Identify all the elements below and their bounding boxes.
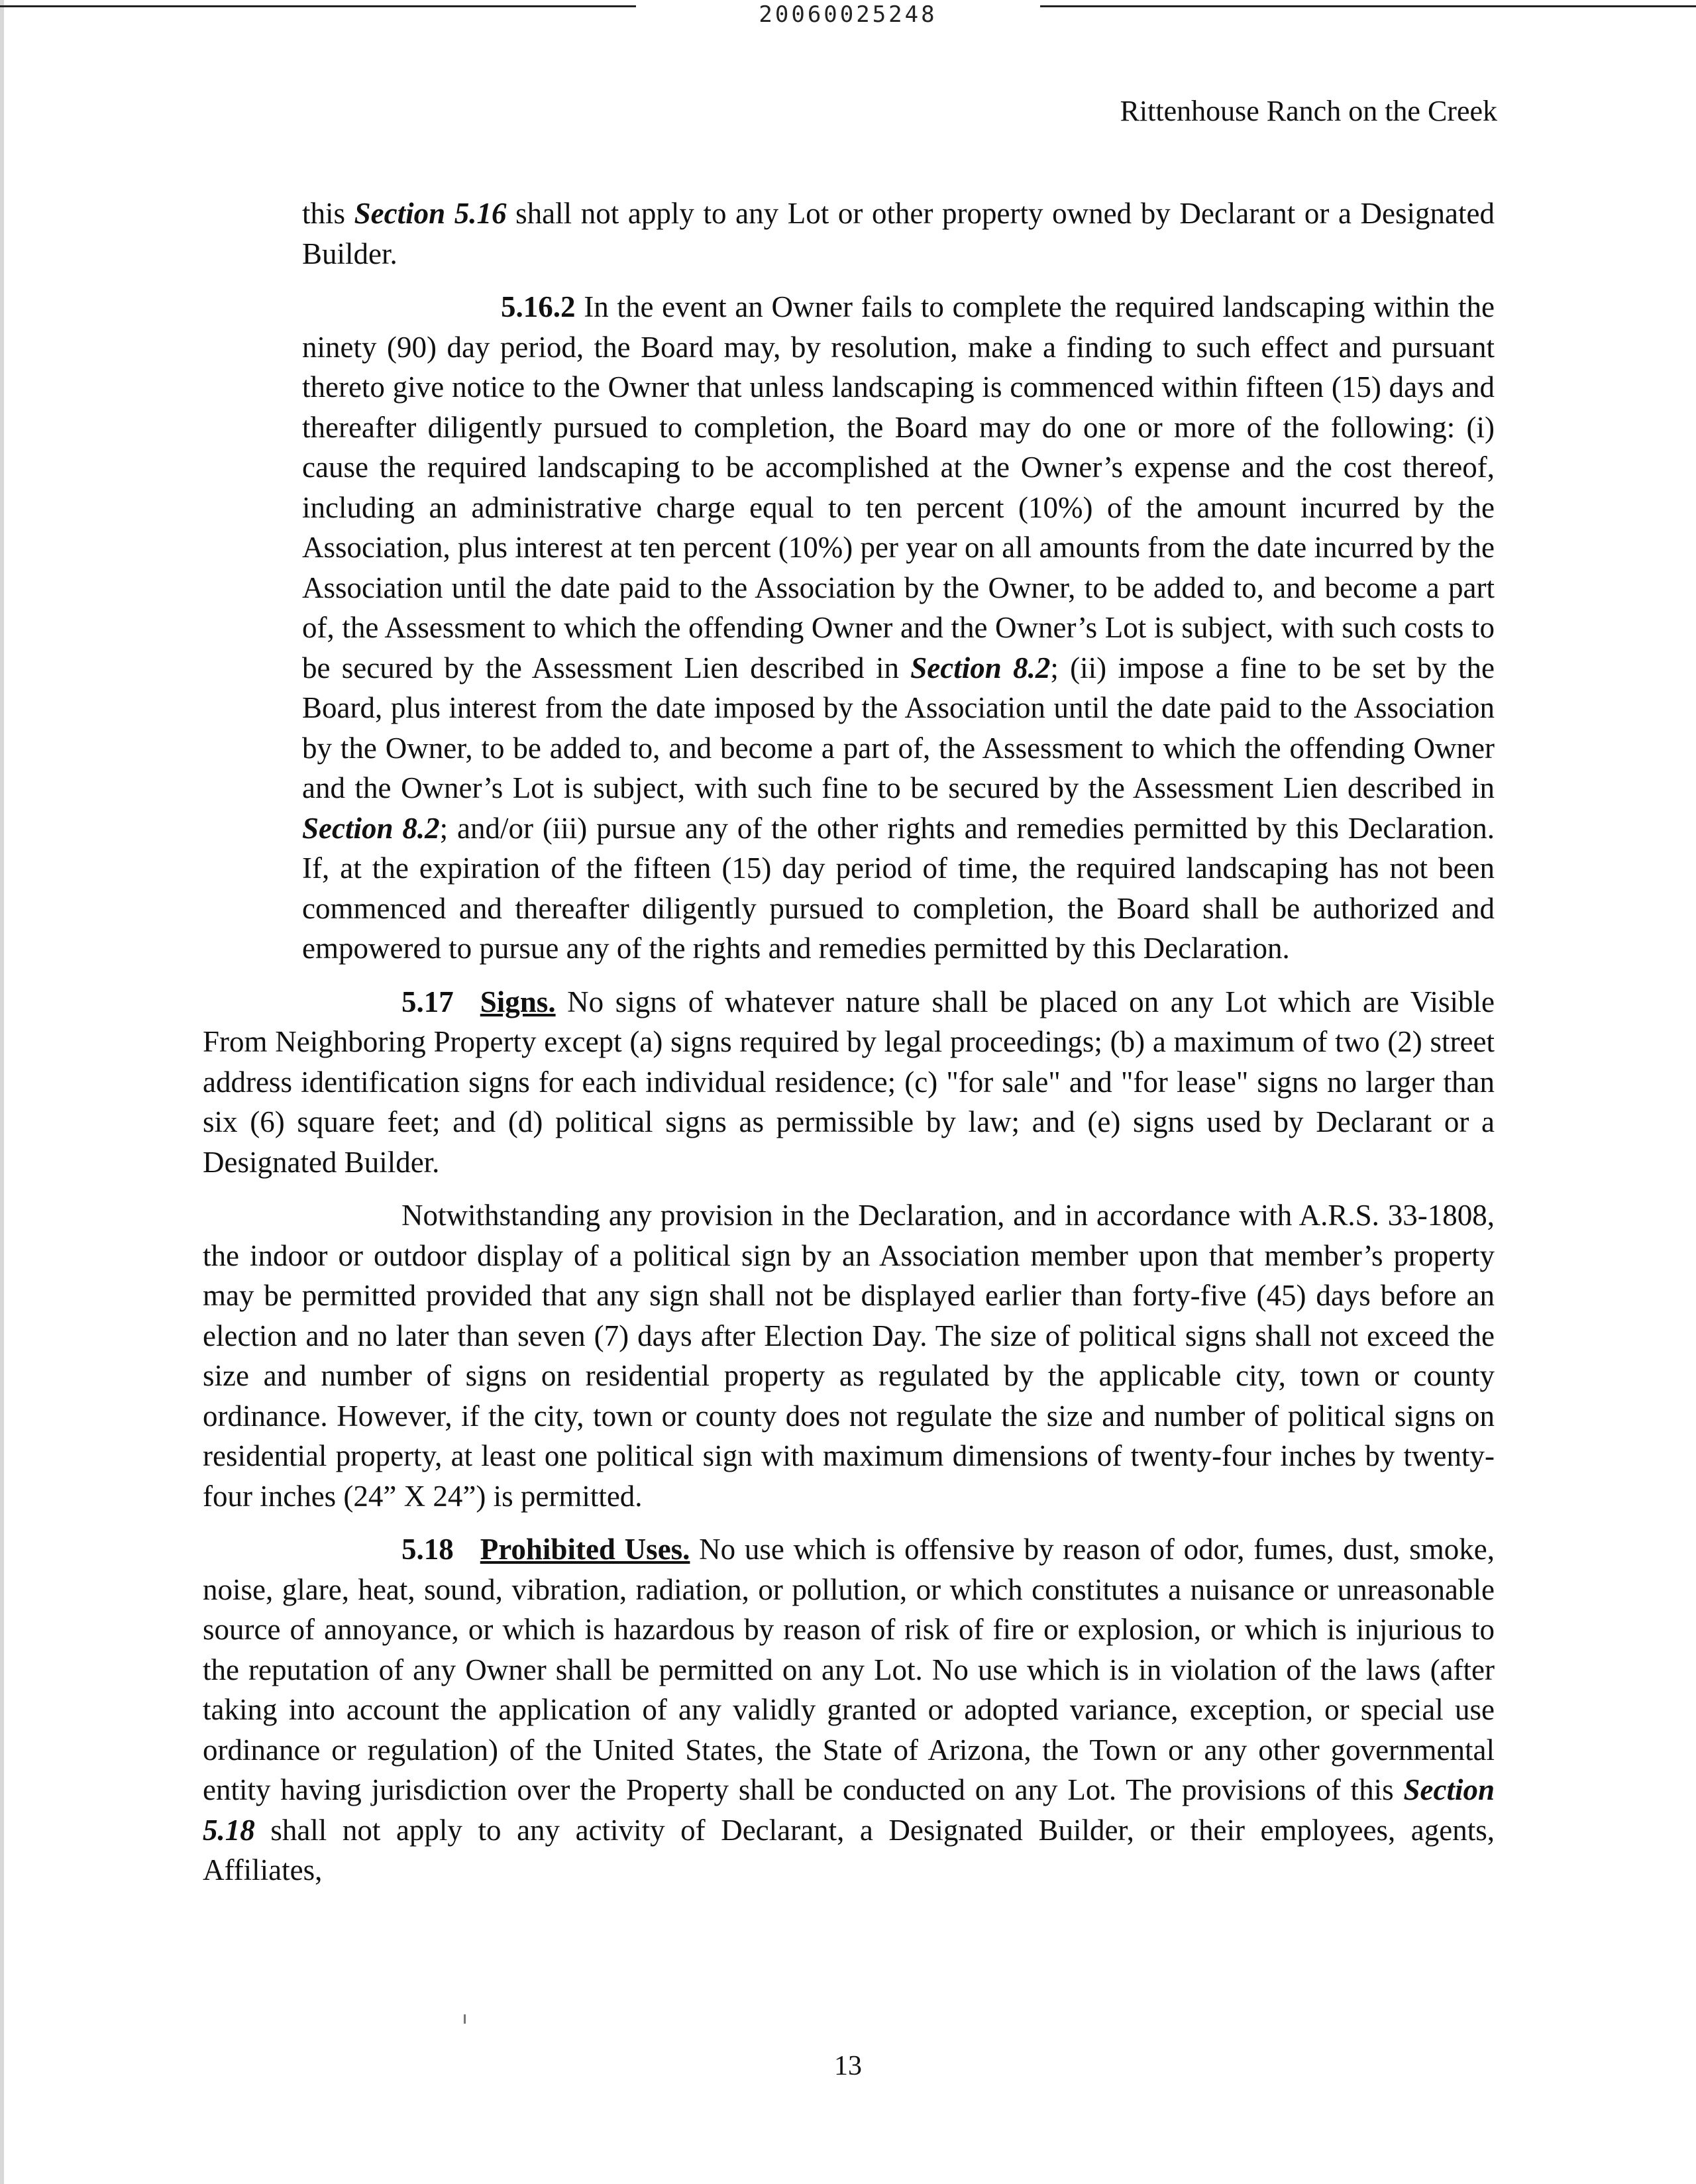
text: this <box>302 197 354 230</box>
recording-number: 20060025248 <box>759 1 937 28</box>
scan-edge <box>0 0 4 2184</box>
section-reference: Section 5.18 <box>203 1773 1495 1847</box>
text: In the event an Owner fails to complete the required landscaping within the ninety (90) day period, the Board may, by resolution, make a finding to such effect and pursuant thereto give notice to the Owner that unless landscaping is commenced within fifteen (15) days and thereafter diligently pursued to completion, the Board may do one or more of the following: (i) cause the required landscaping to be accomplished at the Owner’s expense and the cost thereof, including an administrative charge equal to ten percent (10%) of the amount incurred by the Association, plus interest at ten percent (10%) per year on all amounts from the date incurred by the Association until the date paid to the Association by the Owner, to be added to, and become a part of, the Assessment to which the offending Owner and the Owner’s Lot is subject, with such costs to be secured by the Assessment Lien described in <box>302 290 1495 684</box>
paragraph-section-5-17 <box>203 982 1495 1183</box>
paragraph-section-5-16-continuation <box>302 193 1495 274</box>
scan-speck <box>464 2014 466 2024</box>
page-number: 13 <box>834 2051 862 2081</box>
section-reference: Section 8.2 <box>910 651 1051 684</box>
text: ; and/or (iii) pursue any of the other rights and remedies permitted by this Declaration. If, at the expiration of the fifteen (15) day period of time, the required landscaping has not been commenced and thereafter diligently pursued to completion, the Board shall be authorized and empowered to pursue any of the rights and remedies permitted by this Declaration. <box>302 811 1495 965</box>
paragraph-political-signs <box>203 1195 1495 1516</box>
paragraph-section-5-16-2 <box>302 287 1495 969</box>
section-title: Signs. <box>480 985 556 1018</box>
text: No use which is offensive by reason of odor, fumes, dust, smoke, noise, glare, heat, sound, vibration, radiation, or pollution, or which constitutes a nuisance or unreasonable source of annoyance, or which is hazardous by reason of risk of fire or explosion, or which is injurious to the reputation of any Owner shall be permitted on any Lot. No use which is in violation of the laws (after taking into account the application of any validly granted or adopted variance, exception, or special use ordinance or regulation) of the United States, the State of Arizona, the Town or any other governmental entity having jurisdiction over the Property shall be conducted on any Lot. The provisions of this <box>203 1533 1495 1806</box>
section-number: 5.17 <box>401 985 454 1018</box>
section-number: 5.18 <box>401 1533 454 1566</box>
section-reference: Section 5.16 <box>354 197 507 230</box>
section-reference: Section 8.2 <box>302 811 440 845</box>
section-title: Prohibited Uses. <box>480 1533 690 1566</box>
body-text <box>203 193 1495 1890</box>
section-number: 5.16.2 <box>501 290 576 323</box>
text: shall not apply to any Lot or other property owned by Declarant or a Designated Builder. <box>302 197 1495 270</box>
paragraph-section-5-18 <box>203 1529 1495 1890</box>
text: shall not apply to any activity of Declarant, a Designated Builder, or their employees, agents, Affiliates, <box>203 1813 1495 1886</box>
running-header: Rittenhouse Ranch on the Creek <box>1120 95 1497 127</box>
text: Notwithstanding any provision in the Declaration, and in accordance with A.R.S. 33-1808, the indoor or outdoor display of a political sign by an Association member upon that member’s property may be permitted provided that any sign shall not be displayed earlier than forty-five (45) days before an election and no later than seven (7) days after Election Day. The size of political signs shall not exceed the size and number of signs on residential property as regulated by the applicable city, town or county ordinance. However, if the city, town or county does not regulate the size and number of political signs on residential property, at least one political sign with maximum dimensions of twenty-four inches by twenty-four inches (24” X 24”) is permitted. <box>203 1199 1495 1513</box>
text: No signs of whatever nature shall be placed on any Lot which are Visible From Neighboring Property except (a) signs required by legal proceedings; (b) a maximum of two (2) street address identification signs for each individual residence; (c) "for sale" and "for lease" signs no larger than six (6) square feet; and (d) political signs as permissible by law; and (e) signs used by Declarant or a Designated Builder. <box>203 985 1495 1179</box>
text: ; (ii) impose a fine to be set by the Board, plus interest from the date imposed by the Association until the date paid to the Association by the Owner, to be added to, and become a part of, the Assessment to which the offending Owner and the Owner’s Lot is subject, with such fine to be secured by the Assessment Lien described in <box>302 651 1495 804</box>
